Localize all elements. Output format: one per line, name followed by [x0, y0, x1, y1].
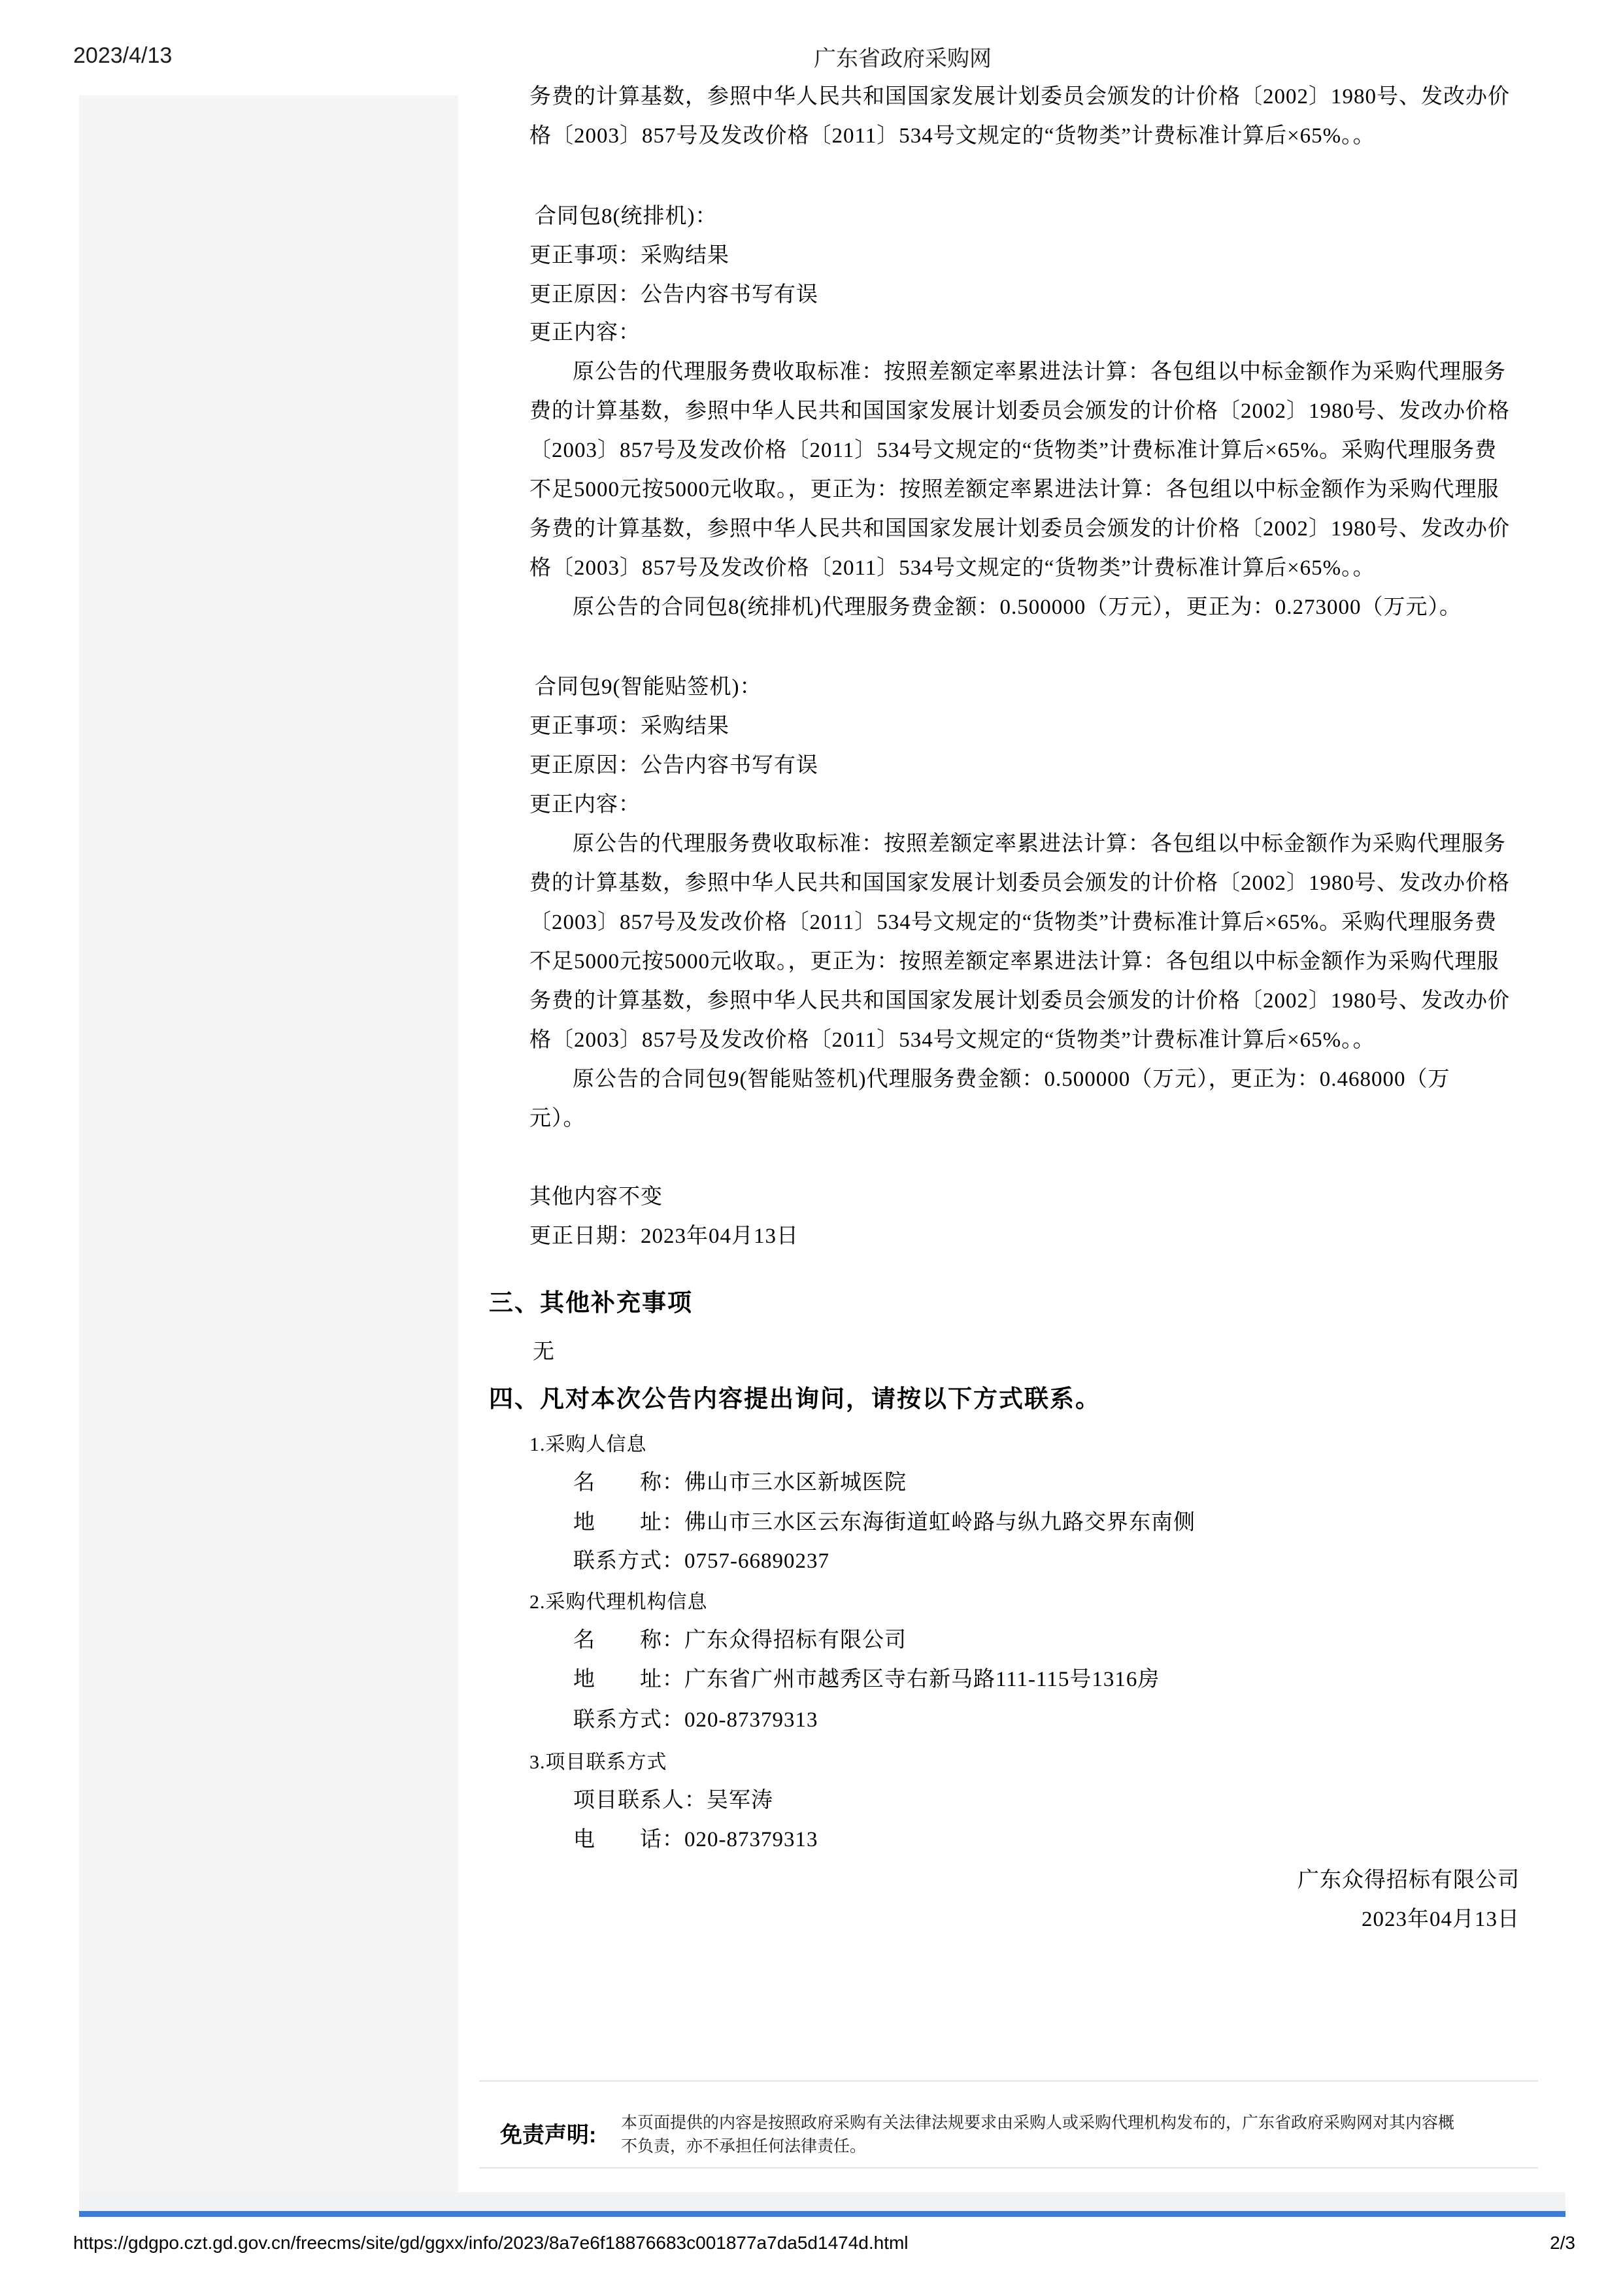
body-line: 原公告的代理服务费收取标准：按照差额定率累进法计算：各包组以中标金额作为采购代理服务: [573, 832, 1506, 856]
contact-line: 地 址：佛山市三水区云东海街道虹岭路与纵九路交界东南侧: [573, 1511, 1196, 1534]
package9-amount: 原公告的合同包9(智能贴签机)代理服务费金额：0.500000（万元），更正为：0.468000（万: [573, 1068, 1450, 1091]
body-line: 务费的计算基数，参照中华人民共和国国家发展计划委员会颁发的计价格〔2002〕1980号、发改办价: [529, 517, 1510, 541]
disclaimer-label: 免责声明:: [500, 2123, 597, 2148]
print-date: 2023/4/13: [73, 43, 173, 68]
contact-line: 电 话：020-87379313: [573, 1828, 818, 1851]
body-line: 更正事项：采购结果: [529, 715, 729, 738]
contact-line: 地 址：广东省广州市越秀区寺右新马路111-115号1316房: [573, 1668, 1160, 1691]
body-line: 格〔2003〕857号及发改价格〔2011〕534号文规定的“货物类”计费标准计算后×65%。。: [529, 124, 1375, 148]
body-line: 更正内容：: [529, 793, 641, 817]
sub-heading-project: 3.项目联系方式: [529, 1751, 667, 1773]
body-line: 费的计算基数，参照中华人民共和国国家发展计划委员会颁发的计价格〔2002〕1980号、发改办价格: [529, 399, 1510, 423]
section-heading-4: 四、凡对本次公告内容提出询问，请按以下方式联系。: [489, 1386, 1101, 1413]
body-line: 更正原因：公告内容书写有误: [529, 283, 818, 307]
package8-title: 合同包8(统排机)：: [535, 205, 718, 228]
package9-amount-wrap: 元）。: [529, 1107, 586, 1130]
signature-company: 广东众得招标有限公司: [1297, 1868, 1520, 1892]
sub-heading-purchaser: 1.采购人信息: [529, 1434, 647, 1455]
body-line: 费的计算基数，参照中华人民共和国国家发展计划委员会颁发的计价格〔2002〕1980号、发改办价格: [529, 871, 1510, 895]
print-title: 广东省政府采购网: [814, 46, 992, 71]
closing-date: 更正日期：2023年04月13日: [529, 1224, 799, 1248]
section-heading-3: 三、其他补充事项: [489, 1290, 693, 1317]
body-line: 更正事项：采购结果: [529, 244, 729, 267]
contact-line: 联系方式：0757-66890237: [573, 1549, 829, 1573]
section3-body: 无: [533, 1340, 555, 1364]
body-line: 〔2003〕857号及发改价格〔2011〕534号文规定的“货物类”计费标准计算后×65%。采购代理服务费: [529, 439, 1498, 462]
body-line: 更正原因：公告内容书写有误: [529, 754, 818, 777]
print-url: https://gdgpo.czt.gd.gov.cn/freecms/site/gd/ggxx/info/2023/8a7e6f18876683c001877a7da5d1474d.html: [73, 2233, 909, 2253]
page-number: 2/3: [1550, 2233, 1575, 2253]
disclaimer-box: [479, 2080, 1538, 2169]
signature-date: 2023年04月13日: [1362, 1908, 1520, 1931]
contact-line: 项目联系人：吴军涛: [573, 1789, 773, 1812]
body-line: 务费的计算基数，参照中华人民共和国国家发展计划委员会颁发的计价格〔2002〕1980号、发改办价: [529, 85, 1510, 109]
body-line: 不足5000元按5000元收取。，更正为：按照差额定率累进法计算：各包组以中标金额作为采购代理服: [529, 478, 1499, 501]
contact-line: 联系方式：020-87379313: [573, 1708, 818, 1732]
package9-title: 合同包9(智能贴签机)：: [535, 675, 762, 699]
body-line: 务费的计算基数，参照中华人民共和国国家发展计划委员会颁发的计价格〔2002〕1980号、发改办价: [529, 989, 1510, 1013]
closing-unchanged: 其他内容不变: [529, 1185, 663, 1209]
body-line: 更正内容：: [529, 321, 641, 345]
body-line: 格〔2003〕857号及发改价格〔2011〕534号文规定的“货物类”计费标准计算后×65%。。: [529, 1028, 1375, 1052]
body-line: 不足5000元按5000元收取。，更正为：按照差额定率累进法计算：各包组以中标金额作为采购代理服: [529, 950, 1499, 973]
disclaimer-line: 本页面提供的内容是按照政府采购有关法律法规要求由采购人或采购代理机构发布的，广东省政府采购网对其内容概: [621, 2114, 1455, 2132]
contact-line: 名 称：广东众得招标有限公司: [573, 1629, 907, 1652]
sub-heading-agency: 2.采购代理机构信息: [529, 1591, 708, 1613]
package8-amount: 原公告的合同包8(统排机)代理服务费金额：0.500000（万元），更正为：0.273000（万元）。: [573, 596, 1462, 619]
disclaimer-line: 不负责，亦不承担任何法律责任。: [621, 2137, 867, 2155]
body-line: 格〔2003〕857号及发改价格〔2011〕534号文规定的“货物类”计费标准计算后×65%。。: [529, 556, 1375, 580]
footer-accent-bar: [79, 2211, 1565, 2217]
body-line: 〔2003〕857号及发改价格〔2011〕534号文规定的“货物类”计费标准计算后×65%。采购代理服务费: [529, 911, 1498, 934]
body-line: 原公告的代理服务费收取标准：按照差额定率累进法计算：各包组以中标金额作为采购代理服务: [573, 360, 1506, 384]
footer-band: [79, 2192, 1565, 2211]
contact-line: 名 称：佛山市三水区新城医院: [573, 1471, 907, 1494]
content-sidebar: [79, 95, 458, 2192]
